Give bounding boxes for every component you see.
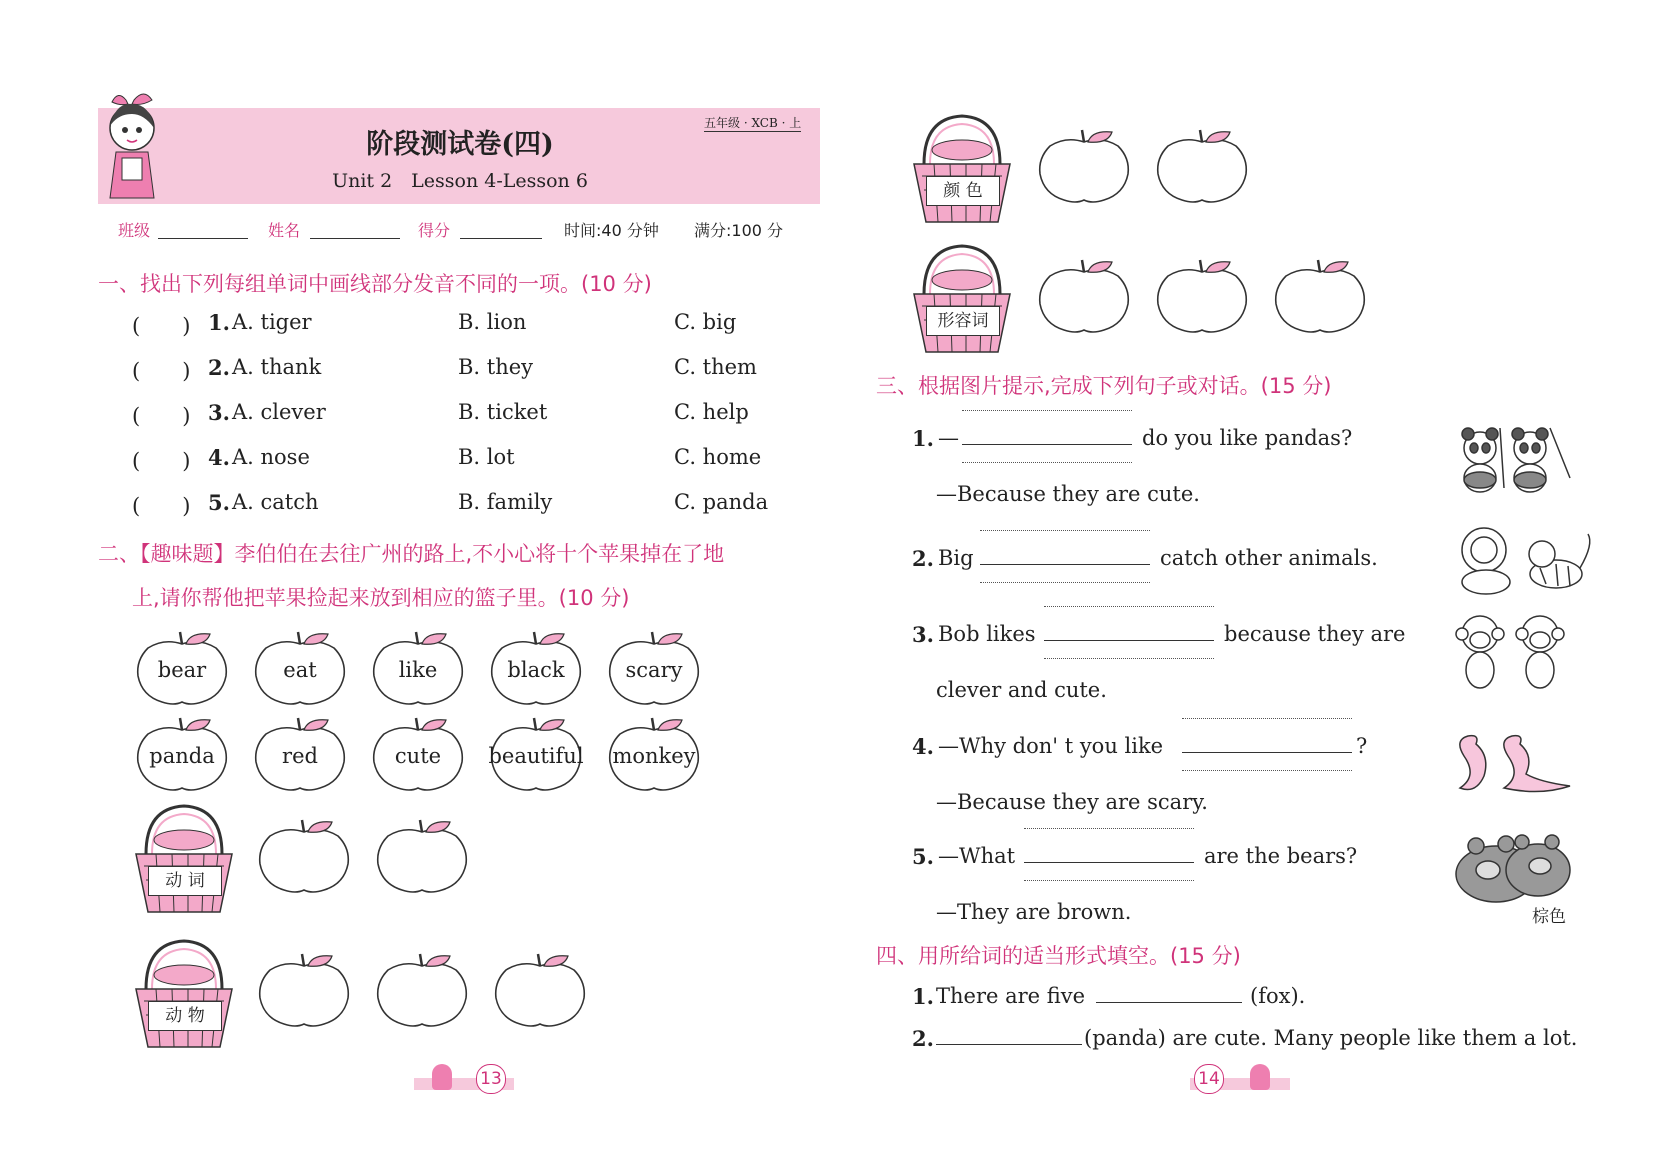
- s3-q2: [912, 546, 1412, 576]
- empty-apple-slot[interactable]: [256, 952, 352, 1034]
- word-apple[interactable]: [606, 630, 702, 708]
- empty-apple-slot[interactable]: [256, 818, 352, 900]
- word-apple[interactable]: [252, 716, 348, 794]
- apple-word-label: like: [398, 658, 438, 682]
- word-apple[interactable]: [370, 716, 466, 794]
- s4-q1: [912, 984, 1432, 1014]
- question-number: 5.: [208, 490, 230, 515]
- answer-blank[interactable]: [1044, 622, 1214, 641]
- answer-paren[interactable]: ( ): [132, 359, 191, 383]
- s3-q1: [912, 426, 1412, 456]
- option-b: B. they: [458, 355, 534, 379]
- s3-q5: [912, 844, 1412, 874]
- question-number: 1.: [208, 310, 230, 335]
- section4-title: 四、用所给词的适当形式填空。(15 分): [876, 944, 1241, 968]
- question-text: (panda) are cute. Many people like them a lot.: [1084, 1026, 1578, 1050]
- option-b: B. lot: [458, 445, 515, 469]
- apple-word-label: scary: [625, 658, 683, 682]
- option-c: C. help: [674, 400, 749, 424]
- apple-word-label: bear: [157, 658, 207, 682]
- apple-word-label: panda: [149, 744, 215, 768]
- apple-word-label: cute: [394, 744, 442, 768]
- option-c: C. home: [674, 445, 762, 469]
- question-number: 5.: [912, 844, 934, 869]
- dash: —: [938, 426, 959, 450]
- page-number-badge: 14: [1194, 1064, 1224, 1094]
- empty-apple-slot[interactable]: [374, 952, 470, 1034]
- mascot-icon: [432, 1064, 452, 1090]
- basket-label: 颜 色: [926, 176, 1000, 206]
- section3-title: 三、根据图片提示,完成下列句子或对话。(15 分): [876, 374, 1332, 398]
- option-a: A. nose: [232, 445, 310, 469]
- answer-blank[interactable]: [936, 1026, 1082, 1045]
- empty-apple-slot[interactable]: [1154, 258, 1250, 340]
- option-b: B. ticket: [458, 400, 548, 424]
- apple-word-label: monkey: [612, 744, 696, 768]
- question-number: 4.: [208, 445, 230, 470]
- question-text: —What: [938, 844, 1016, 868]
- word-apple[interactable]: [606, 716, 702, 794]
- empty-apple-slot[interactable]: [1036, 258, 1132, 340]
- option-b: B. family: [458, 490, 553, 514]
- empty-apple-slot[interactable]: [374, 818, 470, 900]
- answer-blank[interactable]: [962, 426, 1132, 445]
- word-apple[interactable]: [370, 630, 466, 708]
- word-apple[interactable]: [488, 716, 584, 794]
- basket-icon: [910, 240, 1014, 360]
- page-number-right: [1190, 1064, 1290, 1092]
- option-a: A. catch: [232, 490, 319, 514]
- info-row: [118, 218, 818, 246]
- question-mark: ?: [1356, 734, 1368, 758]
- apple-word-label: eat: [283, 658, 317, 682]
- class-label: 班级: [118, 221, 151, 240]
- lion-tiger-icon: [1450, 524, 1600, 604]
- question-text: do you like pandas?: [1142, 426, 1353, 450]
- question-number: 4.: [912, 734, 934, 759]
- answer-paren[interactable]: ( ): [132, 404, 191, 428]
- option-a: A. clever: [232, 400, 326, 424]
- question-number: 2.: [912, 1026, 934, 1051]
- question-text: because they are: [1224, 622, 1406, 646]
- empty-apple-slot[interactable]: [1154, 128, 1250, 210]
- word-apple[interactable]: [134, 630, 230, 708]
- answer-paren[interactable]: ( ): [132, 449, 191, 473]
- section2-title-line1: 二、【趣味题】李伯伯在去往广州的路上,不小心将十个苹果掉在了地: [98, 542, 725, 566]
- answer-paren[interactable]: ( ): [132, 314, 191, 338]
- question-text: Bob likes: [938, 622, 1036, 646]
- question-number: 2.: [912, 546, 934, 571]
- word-apple[interactable]: [252, 630, 348, 708]
- word-apple[interactable]: [488, 630, 584, 708]
- answer-blank[interactable]: [1182, 734, 1352, 753]
- question-number: 2.: [208, 355, 230, 380]
- question-text: are the bears?: [1204, 844, 1358, 868]
- s3-q4-answer: —Because they are scary.: [936, 790, 1208, 814]
- grade-tag: 五年级 · XCB · 上: [704, 116, 802, 130]
- question-text: There are five: [936, 984, 1086, 1008]
- time-text: 时间:40 分钟: [564, 221, 659, 240]
- s4-q2: [912, 1026, 1602, 1056]
- question-number: 3.: [208, 400, 230, 425]
- option-a: A. tiger: [232, 310, 312, 334]
- section1-title: 一、找出下列每组单词中画线部分发音不同的一项。(10 分): [98, 272, 652, 296]
- s3-q4: [912, 734, 1432, 764]
- score-field[interactable]: [460, 238, 542, 239]
- question-text: Big: [938, 546, 974, 570]
- name-field[interactable]: [310, 238, 400, 239]
- word-apple[interactable]: [134, 716, 230, 794]
- page-number-left: [414, 1064, 514, 1092]
- basket-icon: [132, 935, 236, 1055]
- apple-word-label: black: [507, 658, 565, 682]
- question-number: 3.: [912, 622, 934, 647]
- answer-paren[interactable]: ( ): [132, 494, 191, 518]
- s3-q3-cont: clever and cute.: [936, 678, 1107, 702]
- option-c: C. them: [674, 355, 757, 379]
- mascot-icon: [1250, 1064, 1270, 1090]
- answer-blank[interactable]: [1024, 844, 1194, 863]
- question-text: —Why don' t you like: [938, 734, 1164, 758]
- option-b: B. lion: [458, 310, 527, 334]
- bear-color-label: 棕色: [1532, 907, 1566, 927]
- monkeys-icon: [1450, 612, 1580, 698]
- s3-q3: [912, 622, 1432, 652]
- option-c: C. big: [674, 310, 737, 334]
- basket-label: 形容词: [926, 306, 1000, 336]
- basket-label: 动 词: [148, 866, 222, 896]
- pandas-icon: [1450, 418, 1580, 502]
- basket-color[interactable]: [910, 110, 1014, 234]
- option-a: A. thank: [232, 355, 322, 379]
- unit-subtitle: Unit 2 Lesson 4-Lesson 6: [332, 170, 588, 192]
- page-number-badge: 13: [476, 1064, 506, 1094]
- question-text: catch other animals.: [1160, 546, 1378, 570]
- basket-animal[interactable]: [132, 935, 236, 1059]
- full-score-text: 满分:100 分: [694, 221, 784, 240]
- name-label: 姓名: [268, 221, 301, 240]
- apple-word-label: red: [282, 744, 318, 768]
- s3-q1-answer: —Because they are cute.: [936, 482, 1200, 506]
- empty-apple-slot[interactable]: [1272, 258, 1368, 340]
- answer-blank[interactable]: [1096, 984, 1242, 1003]
- question-number: 1.: [912, 426, 934, 451]
- apple-word-label: beautiful: [488, 744, 584, 768]
- bears-icon: [1448, 826, 1578, 910]
- snakes-icon: [1450, 726, 1580, 802]
- option-c: C. panda: [674, 490, 769, 514]
- empty-apple-slot[interactable]: [1036, 128, 1132, 210]
- score-label: 得分: [418, 221, 451, 240]
- basket-icon: [132, 800, 236, 920]
- basket-adjective[interactable]: [910, 240, 1014, 364]
- question-text: (fox).: [1250, 984, 1306, 1008]
- basket-verb[interactable]: [132, 800, 236, 924]
- s3-q5-answer: —They are brown.: [936, 900, 1132, 924]
- class-field[interactable]: [158, 238, 248, 239]
- basket-label: 动 物: [148, 1001, 222, 1031]
- basket-icon: [910, 110, 1014, 230]
- section2-title-line2: 上,请你帮他把苹果捡起来放到相应的篮子里。(10 分): [132, 586, 630, 610]
- empty-apple-slot[interactable]: [492, 952, 588, 1034]
- answer-blank[interactable]: [980, 546, 1150, 565]
- page-title: 阶段测试卷(四): [366, 129, 554, 160]
- question-number: 1.: [912, 984, 934, 1009]
- girl-mascot-icon: [96, 88, 176, 206]
